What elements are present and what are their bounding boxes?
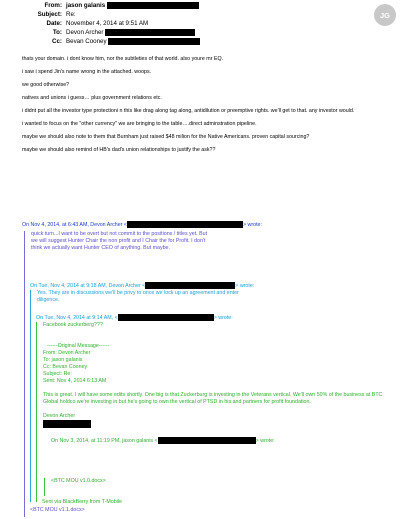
redacted-signature-block [43, 420, 91, 428]
date-label: Date: [46, 20, 62, 27]
attachment-link[interactable]: <BTC MOU v1.0.docx> [51, 478, 106, 484]
to-label: To: [52, 29, 62, 36]
original-message-text: This is great. I will have some edits shortly. One big is that Zuckerburg is investing in the Veterans vertical. We'll own 50% of the business at BTC Global holdco we're investing in but he's going to own the vertical of PTSD in his and partners for profit foundation. [43, 392, 383, 405]
original-cc: Cc: Bevan Cooney [43, 364, 88, 370]
redacted-email [105, 29, 195, 36]
to-row [0, 28, 401, 37]
quote3-text: Facebook zuckerberg??? [43, 322, 103, 328]
quote-level-4 [44, 478, 390, 496]
original-subject: Subject: Re: [43, 371, 72, 377]
original-sent: Sent: Nov 4, 2014 6:13 AM [43, 378, 107, 384]
date-value: November 4, 2014 at 9:51 AM [66, 20, 149, 27]
to-value: Devon Archer [66, 29, 104, 36]
body-paragraph: maybe we should also note to them that Burnham just raised $48 milion for the Native Americans. proven capital sourcing? [22, 134, 310, 140]
redacted-email [107, 2, 199, 9]
body-paragraph: i didnt put all the investor type protectioni n this like drag along tag along, antidilution or preemptive rights. we'll get to that. any investor would. [22, 108, 355, 114]
cc-row [0, 37, 401, 46]
avatar: JG [374, 4, 396, 26]
subject-value: Re: [66, 11, 76, 18]
date-row [0, 19, 401, 28]
quote2-attribution: On Tue, Nov 4, 2014 at 9:18 AM, Devon Archer < > wrote: [30, 282, 255, 289]
body-paragraph: i wanted to focus on the "other currency" we are bringing to the table….direct adminstration pipeline. [22, 121, 257, 127]
attachment-link[interactable]: <BTC MOU v1.1.docx> [30, 507, 85, 513]
body-paragraph: thats your domain. i dont know him, nor the subtleties of that world. also youre mr EQ. [22, 56, 224, 62]
cc-label: Cc: [52, 38, 62, 45]
quote4-attribution: On Nov 3, 2014, at 11:19 PM, jason galanis < > wrote: [51, 438, 275, 445]
subject-label: Subject: [37, 11, 62, 18]
quote1-text: quick turn...I want to be overt but not commit to the positions / titles yet. But we will suggest Hunter Chair the non profit and I Chair the for Profit. I don't think we actually want Hunter CEO of anything. But maybe. [31, 231, 208, 251]
body-paragraph: i saw i spend Jin's name wrong in the attached. woops. [22, 69, 152, 75]
from-label: From: [44, 2, 62, 9]
original-from: From: Devon Archer [43, 350, 91, 356]
from-value: jason galanis [66, 2, 106, 9]
quote-level-3 [36, 322, 392, 502]
cc-value: Bevan Cooney [66, 38, 107, 45]
from-row [0, 1, 401, 10]
quote2-text: Yes. They are in discussions we'll be privy to once we lock up an agreement and enter diligence. [37, 290, 239, 303]
body-paragraph: we good otherwise? [22, 82, 70, 88]
redacted-email [108, 38, 200, 45]
signature: Devon Archer [43, 413, 76, 419]
email-header [0, 1, 401, 46]
subject-row [0, 10, 401, 19]
redacted-email [145, 282, 235, 289]
message-body [22, 56, 392, 160]
body-paragraph: natives and unions i guess… plus government relations etc. [22, 95, 162, 101]
sent-via: Sent via BlackBerry from T-Mobile [42, 499, 122, 505]
redacted-email [158, 437, 256, 444]
original-to: To: jason galanis [43, 357, 83, 363]
redacted-email [118, 314, 214, 321]
original-message-header: ------Original Message------ [47, 343, 110, 349]
quote3-attribution: On Tue, Nov 4, 2014 at 9:14 AM, < > wrote: [36, 314, 233, 321]
body-paragraph: maybe we should also remind of HB's dad's union relationships to justify the ask?? [22, 147, 216, 153]
redacted-email [127, 221, 243, 228]
quote1-attribution: On Nov 4, 2014, at 6:43 AM, Devon Archer < > wrote: [22, 221, 262, 228]
